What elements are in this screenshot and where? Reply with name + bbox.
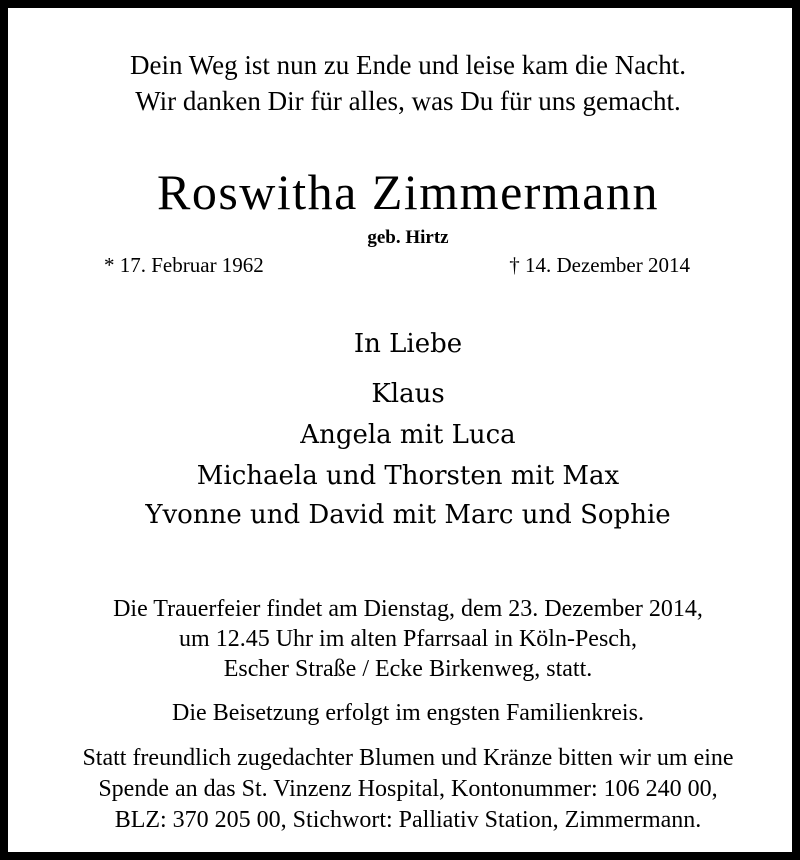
burial-note: Die Beisetzung erfolgt im engsten Familienkreis. — [172, 700, 644, 726]
donation-line-2: Spende an das St. Vinzenz Hospital, Kontonummer: 106 240 00, — [98, 776, 718, 802]
donation-line-3: BLZ: 370 205 00, Stichwort: Palliativ Station, Zimmermann. — [114, 807, 702, 833]
mourner-line: Yvonne und David mit Marc und Sophie — [145, 500, 671, 530]
verse-line-2: Wir danken Dir für alles, was Du für uns gemacht. — [135, 86, 681, 116]
mourner-line: Angela mit Luca — [300, 420, 516, 450]
donation-line-1: Statt freundlich zugedachter Blumen und Kränze bitten wir um eine — [82, 745, 734, 771]
funeral-line-2: um 12.45 Uhr im alten Pfarrsaal in Köln-Pesch, — [179, 626, 637, 652]
mourners-heading: In Liebe — [353, 329, 463, 359]
mourner-line: Klaus — [371, 379, 445, 409]
mourner-line: Michaela und Thorsten mit Max — [196, 461, 620, 491]
funeral-line-3: Escher Straße / Ecke Birkenweg, statt. — [223, 656, 593, 682]
death-date: † 14. Dezember 2014 — [509, 253, 690, 277]
birth-date: * 17. Februar 1962 — [104, 253, 264, 277]
verse-line-1: Dein Weg ist nun zu Ende und leise kam die Nacht. — [130, 50, 686, 80]
maiden-name: geb. Hirtz — [367, 227, 449, 248]
funeral-line-1: Die Trauerfeier findet am Dienstag, dem 23. Dezember 2014, — [113, 596, 703, 622]
deceased-name: Roswitha Zimmermann — [156, 164, 660, 220]
